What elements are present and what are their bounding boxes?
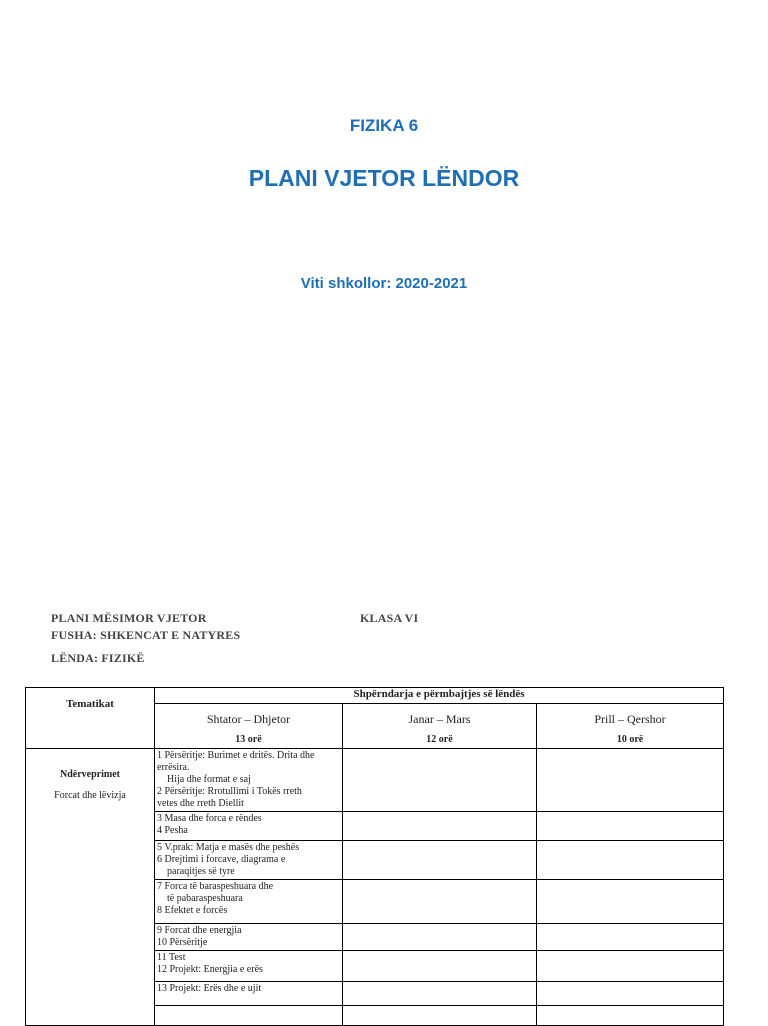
period-header <box>155 704 343 749</box>
subject-label: LËNDA: FIZIKË <box>51 651 145 665</box>
lesson-cell <box>155 841 343 880</box>
lesson-line: 8 Efektet e forcës <box>157 905 228 916</box>
lesson-cell <box>155 924 343 951</box>
lesson-line: errësira. <box>157 762 190 773</box>
period-name: Prill – Qershor <box>594 712 666 726</box>
empty-cell <box>537 749 724 812</box>
lesson-cell <box>155 812 343 841</box>
lesson-cell <box>155 749 343 812</box>
subject-title: FIZIKA 6 <box>349 116 419 135</box>
empty-cell <box>343 812 537 841</box>
lesson-line: 12 Projekt: Energjia e erës <box>157 964 263 975</box>
empty-cell <box>537 951 724 982</box>
lesson-cell <box>155 951 343 982</box>
period-hours: 10 orë <box>616 734 644 745</box>
period-header <box>537 704 724 749</box>
lesson-line: 3 Masa dhe forca e rëndes <box>157 813 262 824</box>
empty-cell <box>343 1006 537 1026</box>
period-hours: 13 orë <box>235 734 262 745</box>
lesson-line: 13 Projekt: Erës dhe e ujit <box>157 983 262 994</box>
empty-cell <box>537 1006 724 1026</box>
class-label: KLASA VI <box>360 611 419 625</box>
lesson-line: 10 Përsëritje <box>157 937 208 948</box>
lesson-line: 9 Forcat dhe energjia <box>157 925 242 936</box>
empty-cell <box>343 951 537 982</box>
field-label: FUSHA: SHKENCAT E NATYRES <box>51 628 241 642</box>
empty-cell <box>343 880 537 924</box>
period-name: Janar – Mars <box>408 712 471 726</box>
lesson-line: 1 Përsëritje: Burimet e dritës. Drita dhe <box>157 750 315 761</box>
topic-cell <box>26 749 155 1026</box>
lesson-line: Hija dhe format e saj <box>167 774 251 785</box>
lesson-cell <box>155 982 343 1006</box>
lesson-line: 2 Përsëritje: Rrotullimi i Tokës rreth <box>157 786 302 797</box>
lesson-cell <box>155 1006 343 1026</box>
distribution-header: Shpërndarja e përmbajtjes së lëndës <box>155 688 724 704</box>
lesson-line: vetes dhe rreth Diellit <box>157 798 244 809</box>
lesson-line: paraqitjes së tyre <box>167 866 235 877</box>
period-hours: 12 orë <box>426 734 453 745</box>
period-header <box>343 704 537 749</box>
lesson-line: 4 Pesha <box>157 825 188 836</box>
empty-cell <box>537 880 724 924</box>
empty-cell <box>343 982 537 1006</box>
empty-cell <box>343 841 537 880</box>
lesson-line: 7 Forca të baraspeshuara dhe <box>157 881 274 892</box>
lesson-line: të pabaraspeshuara <box>167 893 243 904</box>
empty-cell <box>537 841 724 880</box>
empty-cell <box>537 982 724 1006</box>
school-year: Viti shkollor: 2020-2021 <box>300 275 468 292</box>
empty-cell <box>537 812 724 841</box>
empty-cell <box>343 749 537 812</box>
lesson-line: 6 Drejtimi i forcave, diagrama e <box>157 854 286 865</box>
topics-header: Tematikat <box>26 688 155 749</box>
period-name: Shtator – Dhjetor <box>206 712 291 726</box>
plan-title: PLANI VJETOR LËNDOR <box>248 165 520 191</box>
plan-label: PLANI MËSIMOR VJETOR <box>51 611 207 625</box>
topic-main: Ndërveprimet <box>60 769 120 780</box>
empty-cell <box>343 924 537 951</box>
lesson-line: 11 Test <box>157 952 186 963</box>
lesson-line: 5 V.prak: Matja e masës dhe peshës <box>157 842 300 853</box>
lesson-cell <box>155 880 343 924</box>
topic-sub: Forcat dhe lëvizja <box>54 790 126 801</box>
annual-plan-table <box>25 687 724 1026</box>
empty-cell <box>537 924 724 951</box>
